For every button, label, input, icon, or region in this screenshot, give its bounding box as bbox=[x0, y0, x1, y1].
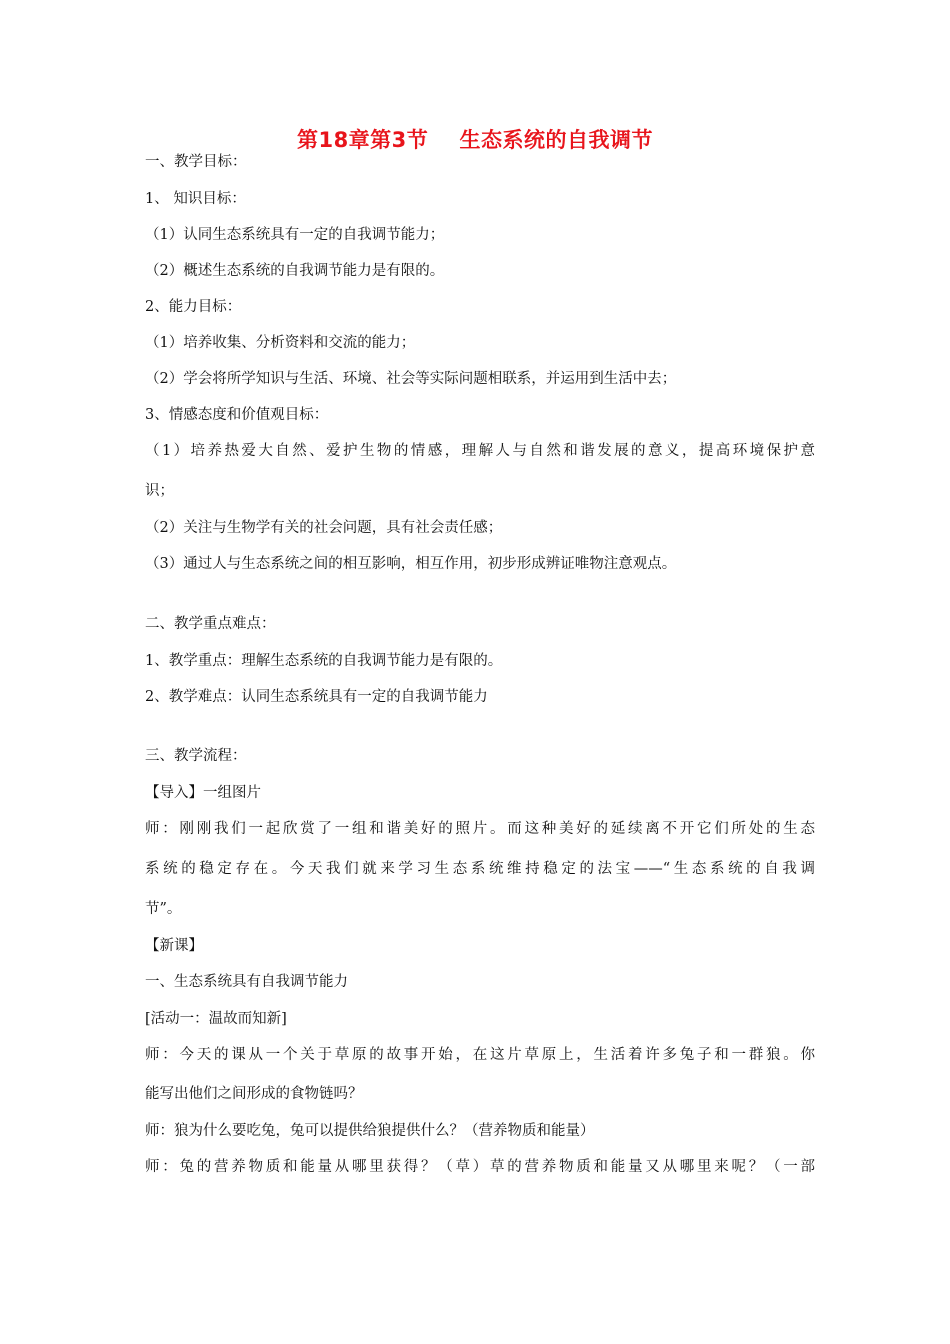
paragraph-line: 师：狼为什么要吃兔，兔可以提供给狼提供什么？（营养物质和能量） bbox=[145, 1123, 595, 1139]
paragraph-line: 节”。 bbox=[145, 901, 182, 917]
paragraph-line: 师：今天的课从一个关于草原的故事开始，在这片草原上，生活着许多兔子和一群狼。你 bbox=[145, 1047, 815, 1063]
paragraph-line: （3）通过人与生态系统之间的相互影响，相互作用，初步形成辨证唯物注意观点。 bbox=[145, 556, 677, 572]
section-heading-objectives: 一、教学目标： bbox=[145, 154, 247, 170]
activity-heading: [活动一：温故而知新] bbox=[145, 1011, 287, 1027]
paragraph-line: 系统的稳定存在。今天我们就来学习生态系统维持稳定的法宝——“生态系统的自我调 bbox=[145, 861, 815, 877]
paragraph-line: （1）认同生态系统具有一定的自我调节能力； bbox=[145, 227, 445, 243]
paragraph-line: 识； bbox=[145, 483, 174, 499]
paragraph-line: 1、教学重点：理解生态系统的自我调节能力是有限的。 bbox=[145, 653, 503, 669]
section-heading-process: 三、教学流程： bbox=[145, 748, 247, 764]
paragraph-line: 一、生态系统具有自我调节能力 bbox=[145, 974, 348, 990]
paragraph-line: （2）学会将所学知识与生活、环境、社会等实际问题相联系，并运用到生活中去； bbox=[145, 371, 677, 387]
paragraph-line: （1）培养收集、分析资料和交流的能力； bbox=[145, 335, 416, 351]
paragraph-line: （1）培养热爱大自然、爱护生物的情感，理解人与自然和谐发展的意义，提高环境保护意 bbox=[145, 443, 815, 459]
subheading-attitude-objectives: 3、情感态度和价值观目标： bbox=[145, 407, 329, 423]
section-heading-key-points: 二、教学重点难点： bbox=[145, 616, 276, 632]
paragraph-line: 能写出他们之间形成的食物链吗？ bbox=[145, 1086, 363, 1102]
paragraph-line: （2）概述生态系统的自我调节能力是有限的。 bbox=[145, 263, 445, 279]
paragraph-line: （2）关注与生物学有关的社会问题，具有社会责任感； bbox=[145, 520, 503, 536]
subheading-new-lesson: 【新课】 bbox=[145, 938, 203, 954]
document-title: 第18章第3节 生态系统的自我调节 bbox=[296, 128, 654, 152]
subheading-introduction: 【导入】一组图片 bbox=[145, 785, 261, 801]
subheading-knowledge-objectives: 1、 知识目标： bbox=[145, 191, 246, 207]
paragraph-line: 师：兔的营养物质和能量从哪里获得？（草）草的营养物质和能量又从哪里来呢？（一部 bbox=[145, 1159, 815, 1175]
paragraph-line: 师：刚刚我们一起欣赏了一组和谐美好的照片。而这种美好的延续离不开它们所处的生态 bbox=[145, 821, 815, 837]
subheading-ability-objectives: 2、能力目标： bbox=[145, 299, 242, 315]
paragraph-line: 2、教学难点：认同生态系统具有一定的自我调节能力 bbox=[145, 689, 488, 705]
